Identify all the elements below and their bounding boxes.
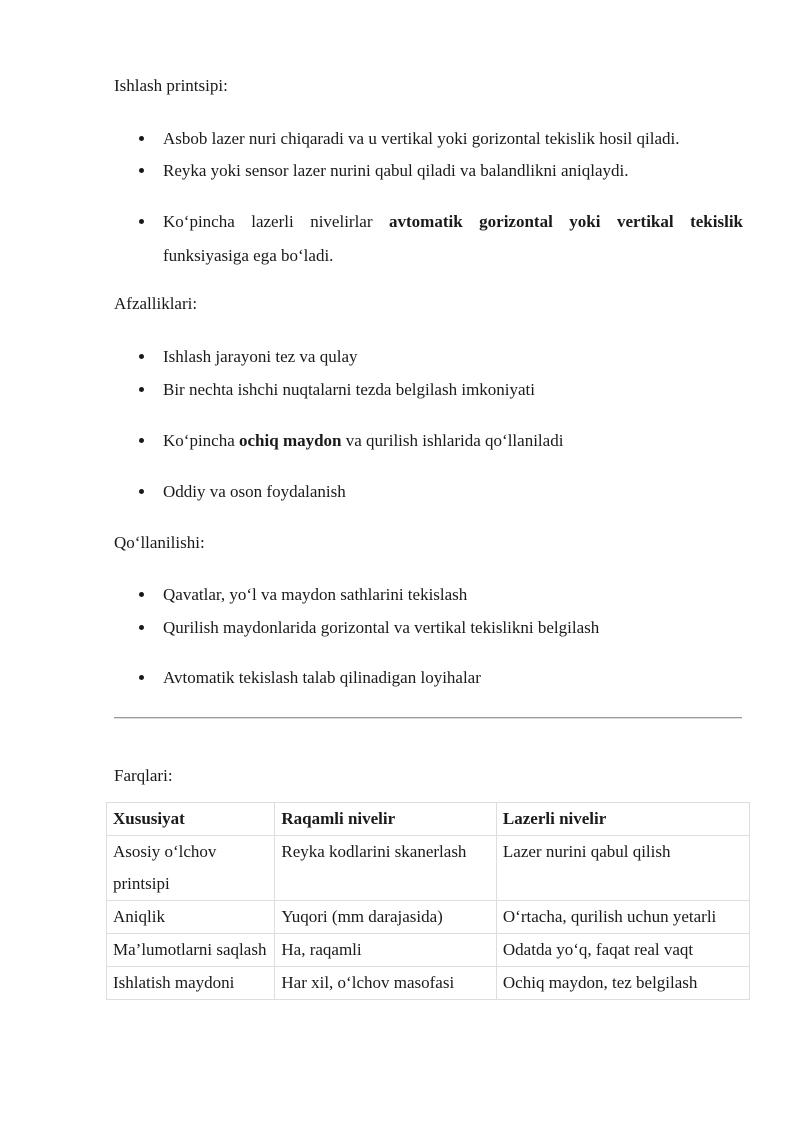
- table-cell: Ochiq maydon, tez belgilash: [496, 967, 749, 1000]
- bold-text: avtomatik gorizontal yoki vertikal tekislik: [389, 212, 744, 231]
- bullet-icon: [139, 354, 144, 359]
- table-cell: Ha, raqamli: [275, 934, 497, 967]
- bullet-icon: [139, 387, 144, 392]
- bullet-icon: [139, 625, 144, 630]
- bold-text: ochiq maydon: [239, 431, 342, 450]
- bullet-icon: [139, 489, 144, 494]
- list-item-text: Ko‘pincha ochiq maydon va qurilish ishlarida qo‘llaniladi: [163, 431, 564, 450]
- table-cell: Reyka kodlarini skanerlash: [275, 836, 497, 901]
- table-cell: Lazer nurini qabul qilish: [496, 836, 749, 901]
- heading-qollanilishi: Qo‘llanilishi:: [114, 533, 205, 552]
- horizontal-divider: [114, 717, 742, 718]
- bullet-icon: [139, 136, 144, 141]
- table-header-cell: Xususiyat: [107, 803, 275, 836]
- table-header-cell: Lazerli nivelir: [496, 803, 749, 836]
- table-row: [107, 934, 750, 967]
- table-row: [107, 967, 750, 1000]
- bullet-icon: [139, 438, 144, 443]
- heading-afzalliklari: Afzalliklari:: [114, 294, 198, 313]
- bullet-icon: [139, 219, 144, 224]
- table-cell: Asosiy o‘lchov printsipi: [107, 836, 275, 901]
- bullet-icon: [139, 675, 144, 680]
- table-row: [107, 836, 750, 901]
- table-cell: Ma’lumotlarni saqlash: [107, 934, 275, 967]
- table-cell: Aniqlik: [107, 901, 275, 934]
- table-cell: Har xil, o‘lchov masofasi: [275, 967, 497, 1000]
- table-row: [107, 901, 750, 934]
- table-cell: Ishlatish maydoni: [107, 967, 275, 1000]
- table-cell: Odatda yo‘q, faqat real vaqt: [496, 934, 749, 967]
- heading-farqlari: Farqlari:: [114, 766, 173, 785]
- heading-ishlash-printsipi: Ishlash printsipi:: [114, 76, 228, 95]
- table-header-row: [107, 803, 750, 836]
- bullet-icon: [139, 168, 144, 173]
- bullet-icon: [139, 592, 144, 597]
- table-cell: O‘rtacha, qurilish uchun yetarli: [496, 901, 749, 934]
- list-item-text: Ko‘pincha lazerli nivelirlar avtomatik gorizontal yoki vertikal tekislik funksiyasiga ega bo‘ladi.: [163, 212, 744, 265]
- table-cell: Yuqori (mm darajasida): [275, 901, 497, 934]
- table-header-cell: Raqamli nivelir: [275, 803, 497, 836]
- document-page: Ishlash printsipi: Asbob lazer nuri chiqaradi va u vertikal yoki gorizontal tekislik hosil qiladi. Reyka yoki sensor lazer nurini qabul qiladi va balandlikni aniqlaydi. Ko‘pincha lazerli nivelirlar avtomatik gorizontal yoki vertikal tekislik funksiyasiga ega bo‘ladi. Afzalliklari: Ishlash jarayoni tez va qulay Bir nechta ishchi nuqtalarni tezda belgilash imkoniyati Ko‘pincha ochiq maydon va qurilish ishlarida qo‘llaniladi Oddiy va oson foydalanish Qo‘llanilishi: Qavatlar, yo‘l va maydon sathlarini tekislash Qurilish maydonlarida gorizontal va vertikal tekislikni belgilash Avtomatik tekislash talab qilinadigan loyihalar Farqlari: Xususiyat Raqamli nivelir Lazerli nivelir Asosiy o‘lchov printsipi Reyka kodlarini skanerlash Lazer nurini qabul qilish Aniqlik Yuqori (mm darajasida) O‘rtacha, qurilish uchun yetarli Ma’lumotlarni saqlash Ha, raqamli Odatda yo‘q, faqat real vaqt Ishlatish maydoni Har xil, o‘lchov masofasi Ochiq maydon, tez belgilash: [0, 0, 800, 1131]
- comparison-table: [106, 802, 750, 1000]
